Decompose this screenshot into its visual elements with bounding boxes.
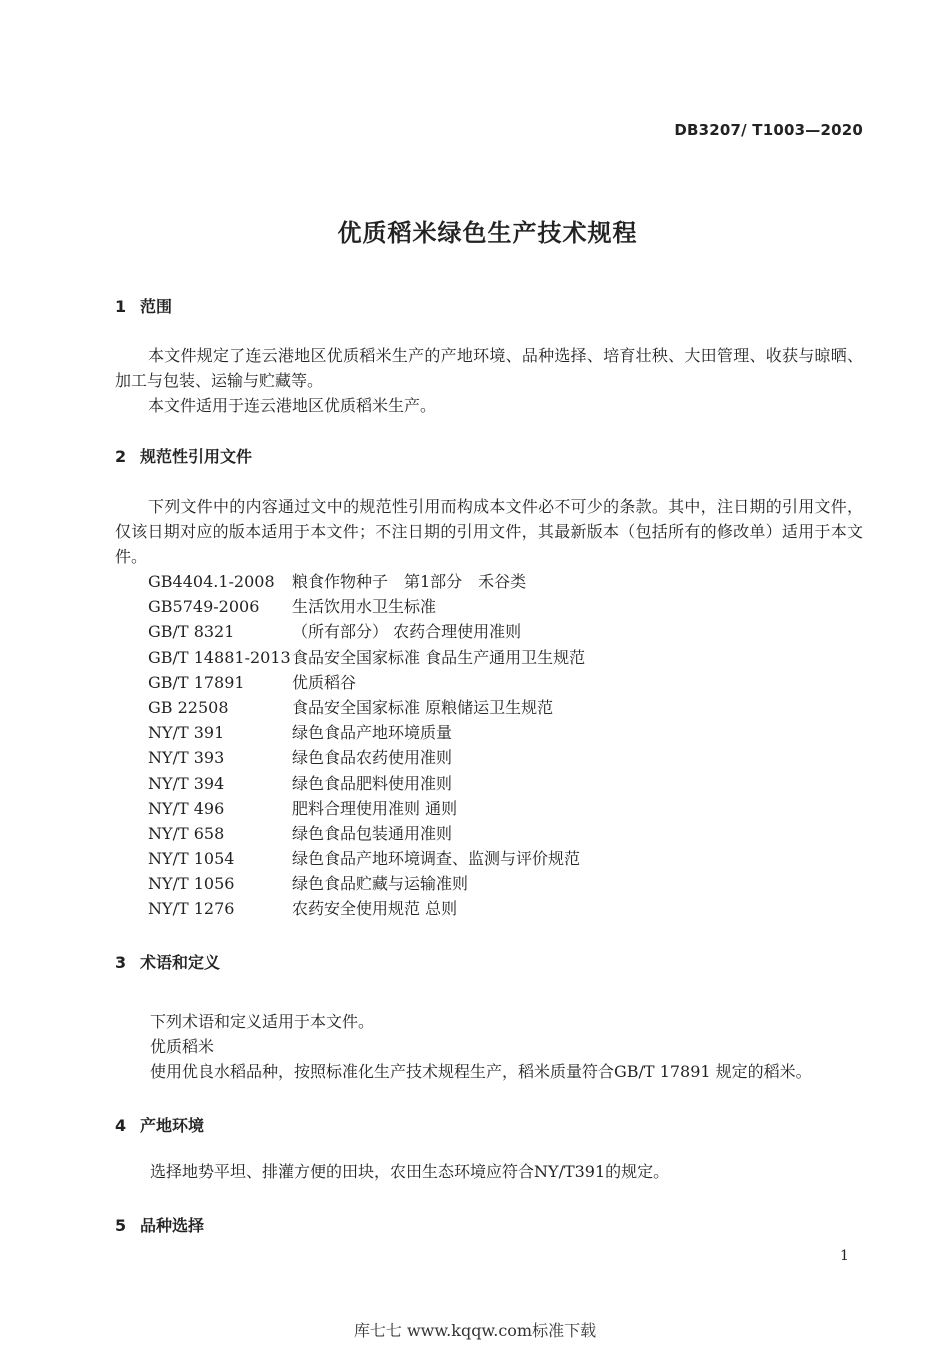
reference-name: 食品安全国家标准 食品生产通用卫生规范: [292, 647, 586, 667]
reference-code: GB 22508: [148, 697, 229, 717]
reference-name: 绿色食品肥料使用准则: [292, 773, 453, 793]
reference-code: GB/T 8321: [148, 622, 235, 642]
terms-intro: 下列术语和定义适用于本文件。: [150, 1012, 375, 1031]
reference-code: GB/T 17891: [148, 672, 245, 692]
reference-name: 绿色食品产地环境调查、监测与评价规范: [292, 849, 581, 869]
reference-item: [148, 745, 585, 770]
reference-item: [148, 720, 585, 745]
normative-intro-paragraph: 下列文件中的内容通过文中的规范性引用而构成本文件必不可少的条款。其中，注日期的引用文件，仅该日期对应的版本适用于本文件；不注日期的引用文件，其最新版本（包括所有的修改单）适用于本文件。: [115, 497, 863, 566]
reference-item: [148, 796, 585, 821]
section-title: 产地环境: [140, 1116, 205, 1135]
reference-item: [148, 871, 585, 896]
reference-code: NY/T 496: [148, 798, 225, 818]
reference-list: [148, 569, 585, 922]
reference-code: NY/T 1054: [148, 849, 235, 869]
reference-code: NY/T 1276: [148, 899, 235, 919]
reference-code: NY/T 393: [148, 748, 225, 768]
reference-name: 粮食作物种子 第1部分 禾谷类: [292, 572, 527, 591]
reference-name: 绿色食品贮藏与运输准则: [292, 874, 469, 894]
download-watermark: 库七七 www.kqqw.com标准下载: [353, 1321, 597, 1340]
section-number: 3: [115, 953, 127, 972]
section-title: 术语和定义: [140, 953, 221, 972]
reference-name: 生活饮用水卫生标准: [292, 597, 437, 617]
reference-item: [148, 771, 585, 796]
reference-item: [148, 645, 585, 670]
reference-item: [148, 846, 585, 871]
section-number: 1: [115, 297, 127, 316]
scope-paragraph-2: 本文件适用于连云港地区优质稻米生产。: [148, 396, 437, 415]
page-number: 1: [840, 1248, 849, 1264]
reference-name: 绿色食品产地环境质量: [292, 723, 453, 743]
term-definition: 使用优良水稻品种，按照标准化生产技术规程生产，稻米质量符合GB/T 17891 规定的稻米。: [150, 1062, 812, 1081]
reference-item: [148, 569, 585, 594]
section-heading-terms: [115, 950, 220, 973]
reference-name: （所有部分） 农药合理使用准则: [292, 622, 522, 642]
reference-name: 农药安全使用规范 总则: [292, 899, 458, 919]
reference-code: NY/T 658: [148, 823, 225, 843]
section-heading-variety-selection: [115, 1213, 204, 1236]
reference-item: [148, 695, 585, 720]
reference-name: 食品安全国家标准 原粮储运卫生规范: [292, 697, 554, 717]
section-heading-normative-references: [115, 444, 252, 467]
reference-code: GB4404.1-2008: [148, 572, 275, 591]
environment-paragraph: 选择地势平坦、排灌方便的田块，农田生态环境应符合NY/T391的规定。: [150, 1162, 670, 1181]
section-heading-environment: [115, 1113, 204, 1136]
section-heading-scope: [115, 294, 172, 317]
document-title: 优质稻米绿色生产技术规程: [337, 219, 638, 247]
standard-number: DB3207/ T1003—2020: [674, 121, 863, 139]
reference-code: NY/T 1056: [148, 874, 235, 894]
reference-name: 绿色食品包装通用准则: [292, 823, 453, 843]
section-number: 4: [115, 1116, 127, 1135]
reference-name: 肥料合理使用准则 通则: [292, 798, 458, 818]
section-title: 范围: [140, 297, 173, 316]
reference-item: [148, 821, 585, 846]
section-title: 品种选择: [140, 1216, 205, 1235]
reference-code: GB5749-2006: [148, 597, 260, 617]
reference-item: [148, 619, 585, 644]
section-title: 规范性引用文件: [140, 447, 253, 466]
reference-code: GB/T 14881-2013: [148, 647, 291, 667]
scope-paragraph-1: 本文件规定了连云港地区优质稻米生产的产地环境、品种选择、培育壮秧、大田管理、收获与晾晒、加工与包装、运输与贮藏等。: [115, 346, 863, 390]
reference-item: [148, 670, 585, 695]
reference-name: 优质稻谷: [292, 672, 357, 692]
reference-code: NY/T 394: [148, 773, 225, 793]
term-name: 优质稻米: [150, 1037, 215, 1056]
section-number: 5: [115, 1216, 127, 1235]
reference-code: NY/T 391: [148, 723, 225, 743]
reference-item: [148, 896, 585, 921]
reference-item: [148, 594, 585, 619]
reference-name: 绿色食品农药使用准则: [292, 748, 453, 768]
section-number: 2: [115, 447, 127, 466]
